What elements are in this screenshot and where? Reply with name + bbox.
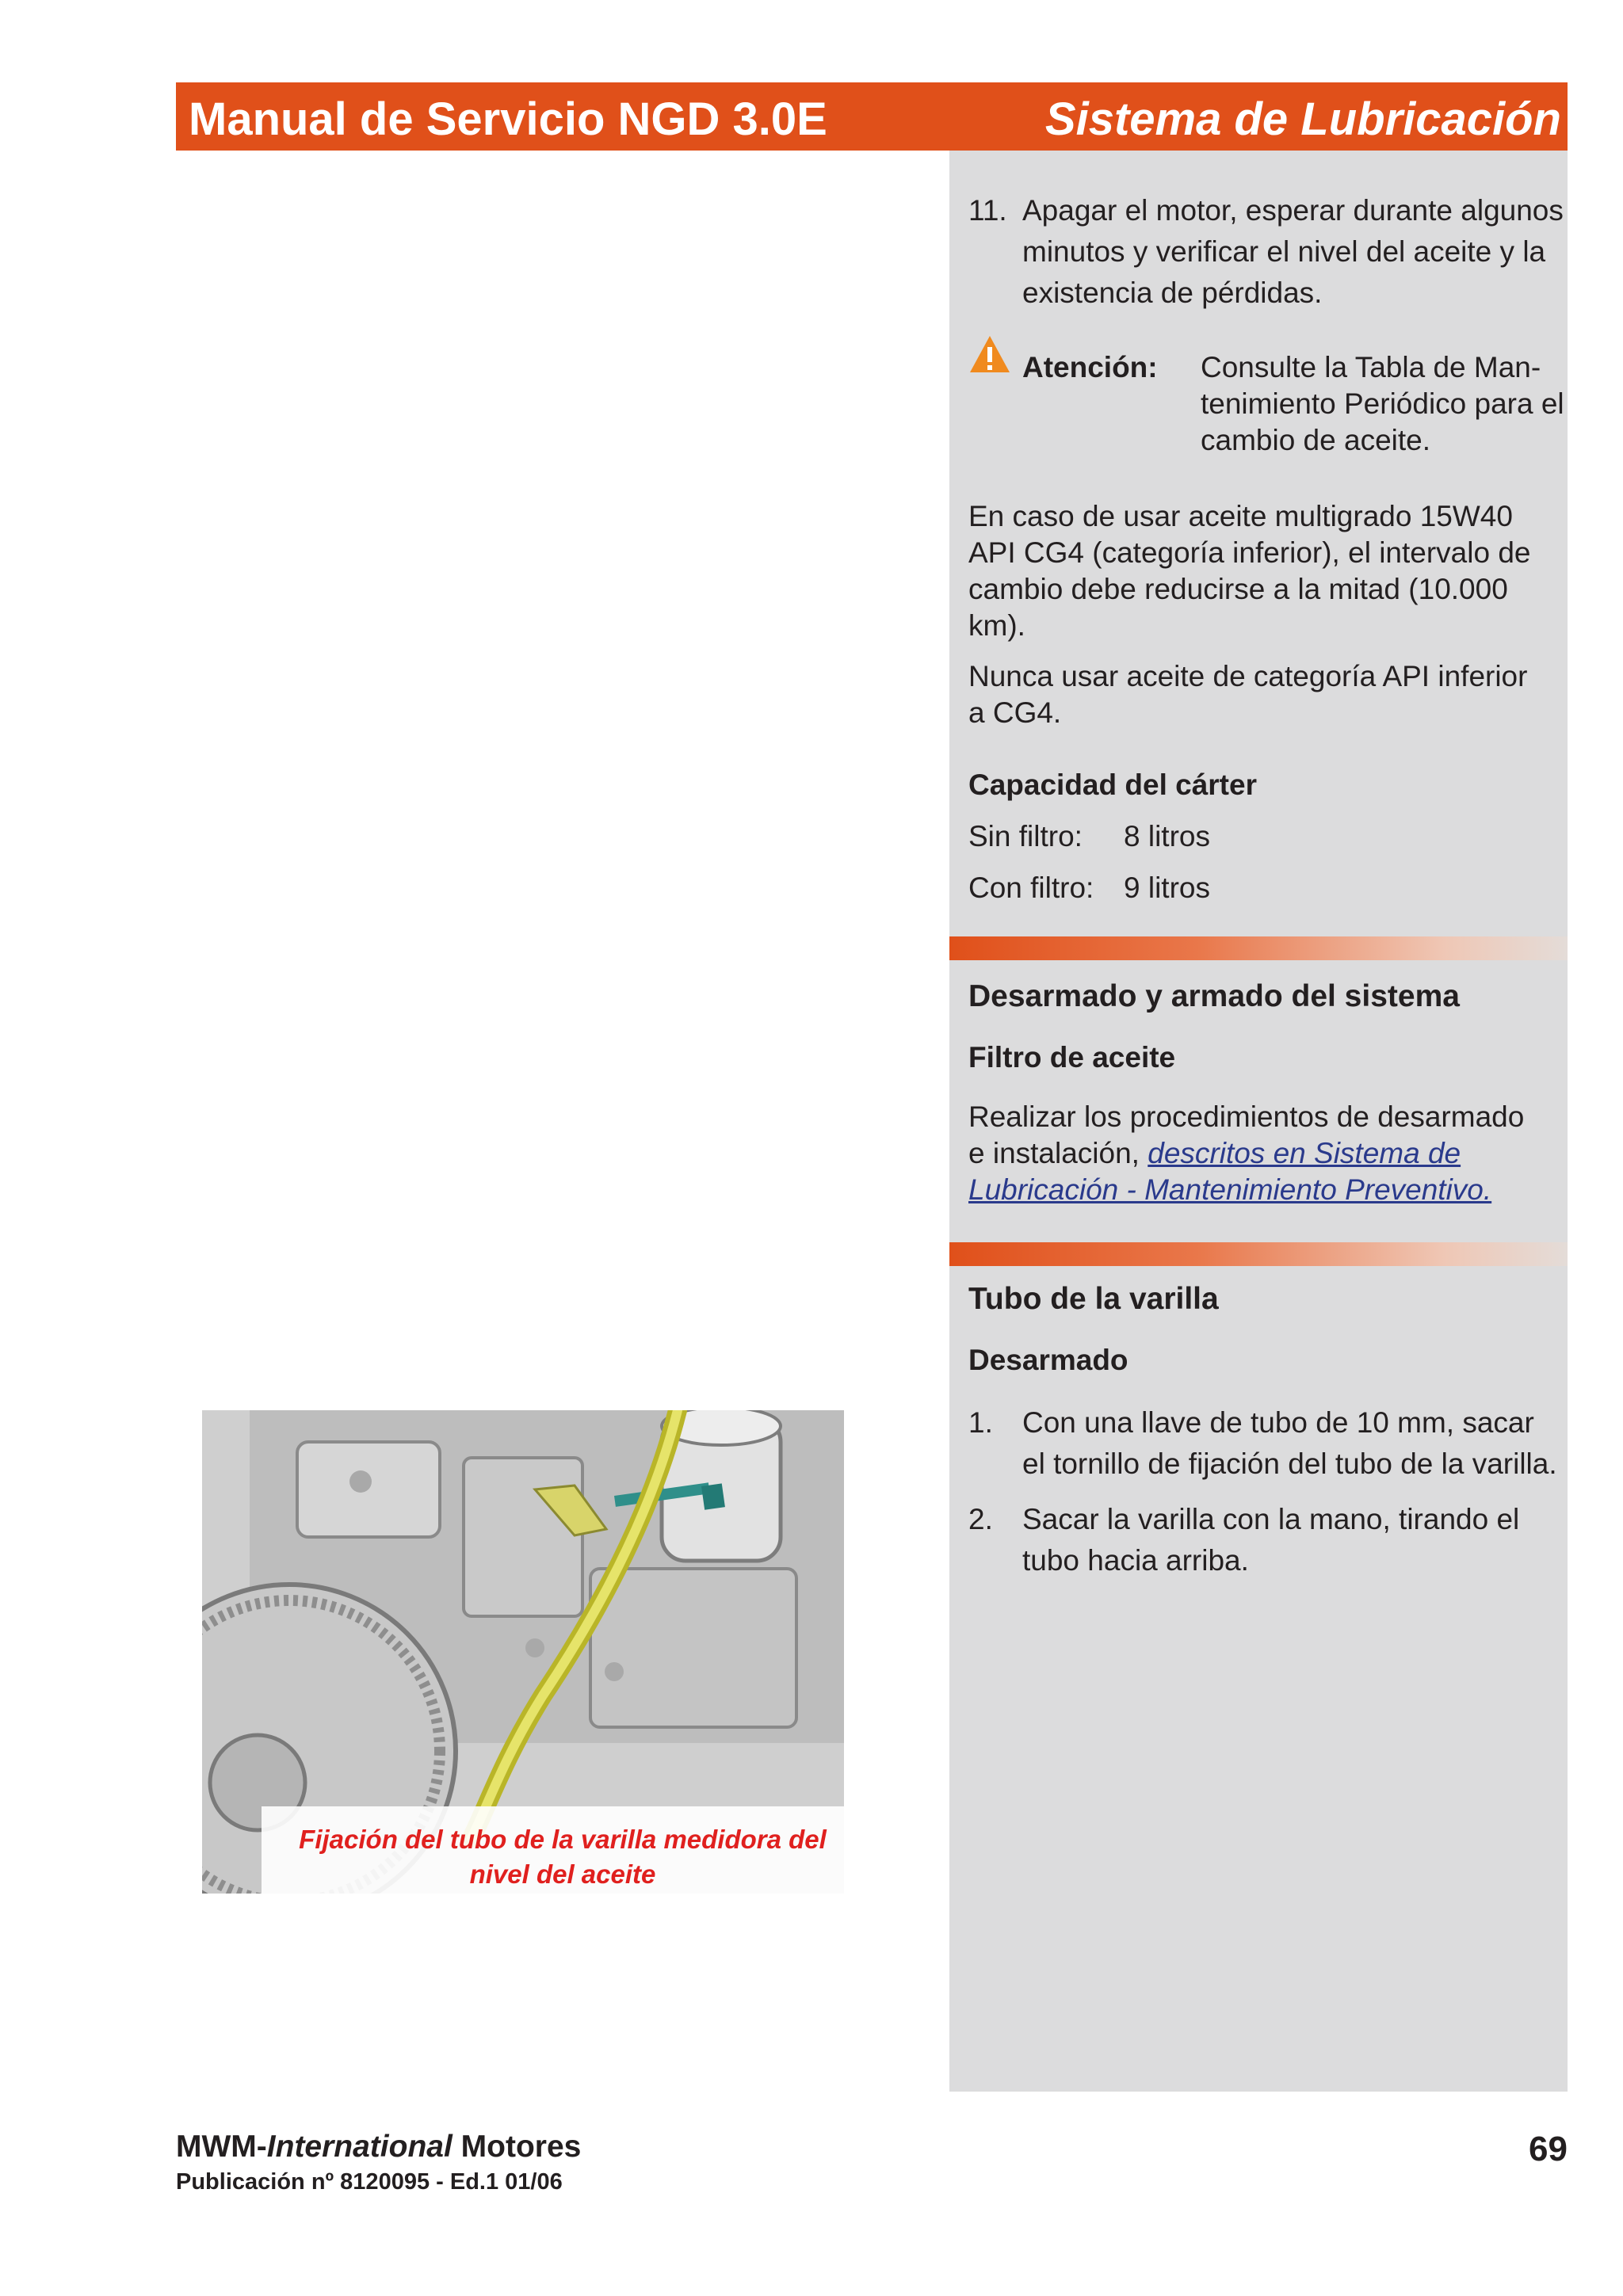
section-divider bbox=[949, 936, 1568, 960]
capacity-row-1-label: Sin filtro: bbox=[968, 820, 1083, 852]
step-11-line-1: Apagar el motor, esperar durante algunos bbox=[1022, 194, 1564, 227]
step-11-number: 11. bbox=[968, 194, 1007, 227]
oil-filter-line-1: Realizar los procedimientos de desarmado bbox=[968, 1100, 1525, 1133]
disassembly-heading: Desarmado y armado del sistema bbox=[968, 979, 1460, 1013]
section-divider bbox=[949, 1242, 1568, 1266]
multigrade-line-4: km). bbox=[968, 609, 1025, 642]
oil-filter-line-3 bbox=[968, 1169, 1491, 1211]
step-2-line-2: tubo hacia arriba. bbox=[1022, 1544, 1249, 1577]
step-1-line-2: el tornillo de fijación del tubo de la varilla. bbox=[1022, 1447, 1557, 1480]
step-1-number: 1. bbox=[968, 1406, 993, 1439]
multigrade-line-3: cambio debe reducirse a la mitad (10.000 bbox=[968, 573, 1508, 605]
multigrade-line-2: API CG4 (categoría inferior), el intervalo de bbox=[968, 536, 1531, 569]
oil-filter-subheading: Filtro de aceite bbox=[968, 1041, 1176, 1074]
step-11-line-2: minutos y verificar el nivel del aceite y la bbox=[1022, 235, 1546, 268]
capacity-row-2-value: 9 litros bbox=[1124, 871, 1210, 904]
attention-label: Atención: bbox=[1022, 351, 1158, 383]
manual-title: Manual de Servicio NGD 3.0E bbox=[189, 93, 827, 145]
attention-line-1: Consulte la Tabla de Man- bbox=[1201, 351, 1541, 383]
multigrade-line-1: En caso de usar aceite multigrado 15W40 bbox=[968, 500, 1513, 532]
attention-line-3: cambio de aceite. bbox=[1201, 424, 1431, 456]
footer-publication: Publicación nº 8120095 - Ed.1 01/06 bbox=[176, 2169, 563, 2195]
warning-icon bbox=[968, 334, 1011, 378]
page-header bbox=[176, 82, 1568, 151]
footer-brand-prefix: MWM- bbox=[176, 2130, 267, 2164]
capacity-heading: Capacidad del cárter bbox=[968, 769, 1257, 801]
never-line-1: Nunca usar aceite de categoría API inferior bbox=[968, 660, 1528, 692]
footer-brand-italic: International bbox=[266, 2130, 453, 2164]
oil-filter-line-2-prefix: e instalación, bbox=[968, 1137, 1148, 1169]
attention-line-2: tenimiento Periódico para el bbox=[1201, 387, 1564, 420]
preventive-maintenance-link[interactable]: descritos en Sistema de bbox=[1148, 1137, 1461, 1169]
figure-caption-line-2: nivel del aceite bbox=[469, 1859, 656, 1889]
figure-caption bbox=[262, 1822, 864, 1892]
step-2-line-1: Sacar la varilla con la mano, tirando el bbox=[1022, 1503, 1520, 1535]
step-1-line-1: Con una llave de tubo de 10 mm, sacar bbox=[1022, 1406, 1534, 1439]
dipstick-tube-heading: Tubo de la varilla bbox=[968, 1282, 1219, 1316]
capacity-row-1-value: 8 litros bbox=[1124, 820, 1210, 852]
step-2-number: 2. bbox=[968, 1503, 993, 1535]
preventive-maintenance-link-continued[interactable]: Lubricación - Mantenimiento Preventivo. bbox=[968, 1173, 1492, 1206]
page-number: 69 bbox=[1529, 2130, 1568, 2168]
engine-dipstick-tube-image bbox=[202, 1410, 844, 1894]
section-title: Sistema de Lubricación bbox=[1044, 93, 1561, 145]
capacity-row-2-label: Con filtro: bbox=[968, 871, 1094, 904]
oil-filter-line-2 bbox=[968, 1133, 1461, 1174]
figure-caption-line-1: Fijación del tubo de la varilla medidora del bbox=[299, 1825, 827, 1854]
footer-brand-suffix: Motores bbox=[452, 2130, 582, 2164]
disassembly-subheading: Desarmado bbox=[968, 1344, 1128, 1376]
footer-brand bbox=[176, 2130, 581, 2164]
step-11-line-3: existencia de pérdidas. bbox=[1022, 277, 1323, 309]
never-line-2: a CG4. bbox=[968, 696, 1062, 729]
